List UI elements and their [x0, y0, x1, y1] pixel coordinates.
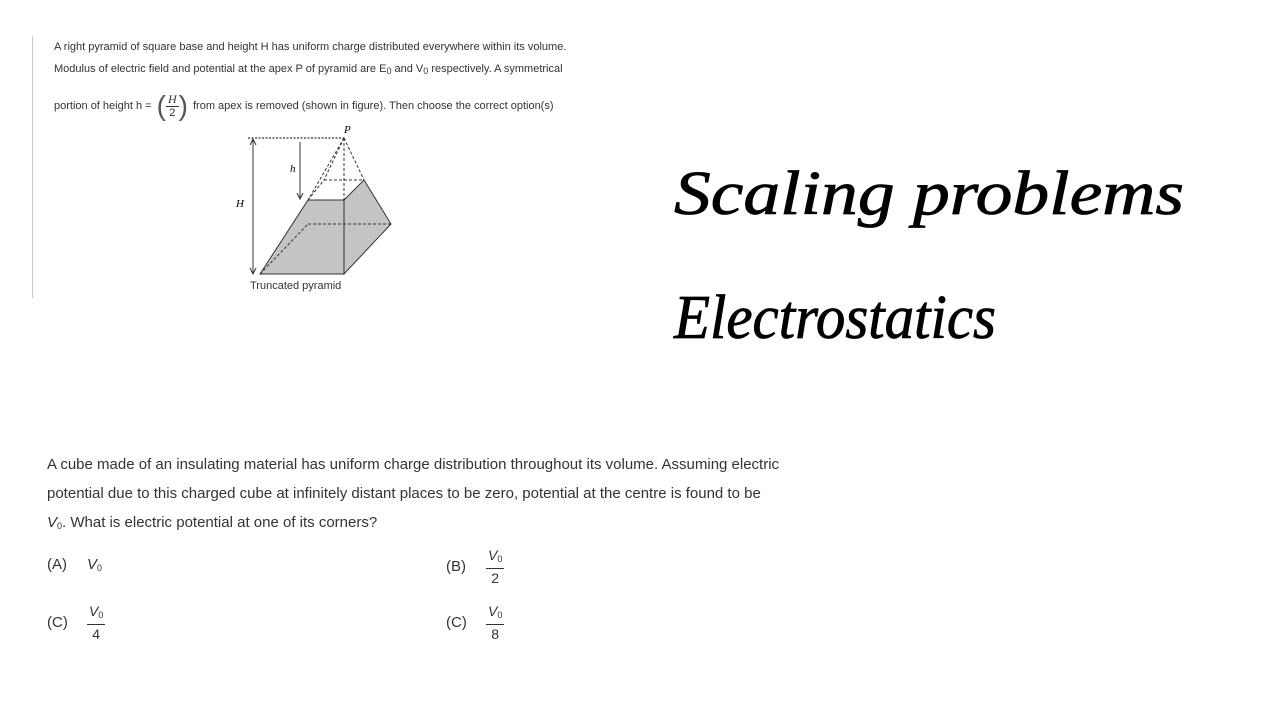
q2-line-3-rest: . What is electric potential at one of its corners? [62, 514, 378, 531]
q1-line-2-a: Modulus of electric field and potential at the apex P of pyramid are E [54, 63, 387, 75]
removed-top-edge-1 [308, 180, 324, 200]
q1-line-3-b: from apex is removed (shown in figure). Then choose the correct option(s) [189, 99, 554, 112]
option-c-label: (C) [47, 614, 68, 631]
q2-line-2: potential due to this charged cube at infinitely distant places to be zero, potential at the centre is found to be [47, 485, 761, 502]
height-label: H [236, 198, 244, 210]
margin-rule [32, 36, 33, 298]
q1-line-2 [54, 63, 563, 76]
figure-caption: Truncated pyramid [250, 280, 342, 292]
v0-variable: V [47, 514, 58, 531]
pyramid-side-face [344, 180, 391, 274]
option-a[interactable] [47, 556, 102, 573]
option-b[interactable] [446, 546, 504, 587]
q1-line-3-a: portion of height h = [54, 99, 155, 112]
handwritten-line-1: Scaling problems [674, 160, 1184, 228]
option-d-fraction: $\frac{V_0}{8}$ [488, 603, 503, 642]
h-label: h [290, 163, 296, 175]
left-paren: ( [156, 90, 166, 121]
handwritten-line-2: Electrostatics [673, 284, 996, 352]
right-paren: ) [178, 90, 188, 121]
handwritten-title [668, 130, 1208, 370]
q2-line-3 [47, 514, 377, 531]
apex-edge-3 [344, 138, 364, 180]
v0-subscript: 0 [423, 66, 429, 76]
apex-label: P [344, 124, 351, 136]
option-d[interactable] [446, 602, 504, 643]
q2-line-1: A cube made of an insulating material has uniform charge distribution throughout its volume. Assuming electric [47, 456, 780, 473]
fraction-numerator: H [167, 91, 177, 106]
option-a-value: $V_0$ [87, 556, 103, 573]
pyramid-front-face [260, 200, 344, 274]
q1-line-2-c: respectively. A symmetrical [428, 63, 563, 75]
apex-edge-1 [308, 138, 344, 200]
option-c[interactable] [47, 602, 105, 643]
fraction-denominator: 2 [169, 106, 176, 119]
option-d-label: (C) [446, 614, 467, 631]
v0-variable-subscript: 0 [57, 521, 63, 531]
e0-subscript: 0 [386, 66, 392, 76]
truncated-pyramid-figure [228, 120, 408, 300]
q1-line-2-b: and V [391, 63, 424, 75]
apex-edge-4 [324, 138, 344, 180]
option-c-fraction: $\frac{V_0}{4}$ [89, 603, 104, 642]
q1-line-3 [54, 92, 554, 120]
option-b-label: (B) [446, 558, 466, 575]
option-a-label: (A) [47, 556, 67, 573]
q1-line-1: A right pyramid of square base and height H has uniform charge distributed everywhere within its volume. [54, 41, 567, 53]
h-fraction [157, 92, 188, 120]
option-b-fraction: $\frac{V_0}{2}$ [488, 547, 503, 586]
